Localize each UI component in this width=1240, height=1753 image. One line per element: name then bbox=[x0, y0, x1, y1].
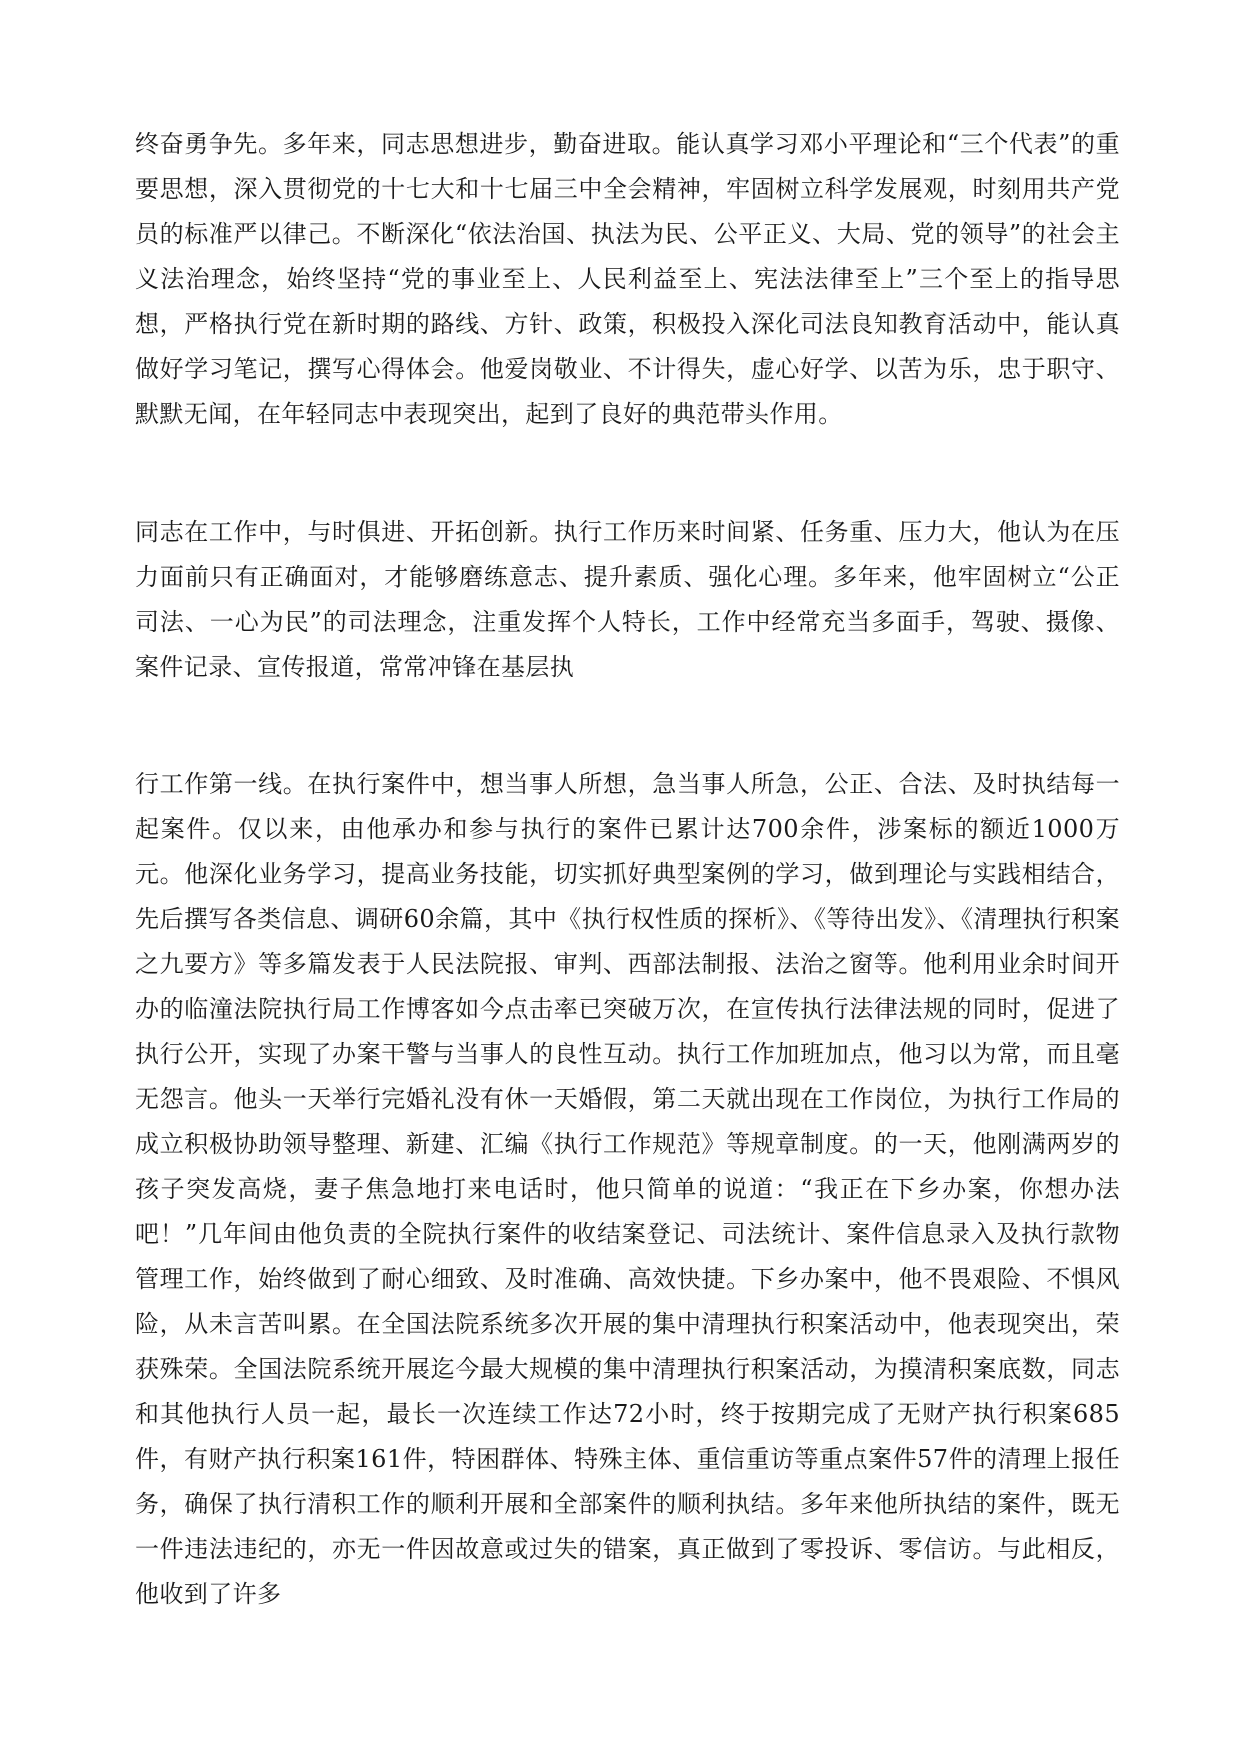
paragraph-2: 同志在工作中，与时俱进、开拓创新。执行工作历来时间紧、任务重、压力大，他认为在压力面前只有正确面对，才能够磨练意志、提升素质、强化心理。多年来，他牢固树立“公正司法、一心为民”的司法理念，注重发挥个人特长，工作中经常充当多面手，驾驶、摄像、案件记录、宣传报道，常常冲锋在基层执 bbox=[135, 518, 1120, 681]
paragraph-1: 终奋勇争先。多年来，同志思想进步，勤奋进取。能认真学习邓小平理论和“三个代表”的重要思想，深入贯彻党的十七大和十七届三中全会精神，牢固树立科学发展观，时刻用共产党员的标准严以律己。不断深化“依法治国、执法为民、公平正义、大局、党的领导”的社会主义法治理念，始终坚持“党的事业至上、人民利益至上、宪法法律至上”三个至上的指导思想，严格执行党在新时期的路线、方针、政策，积极投入深化司法良知教育活动中，能认真做好学习笔记，撰写心得体会。他爱岗敬业、不计得失，虚心好学、以苦为乐，忠于职守、默默无闻，在年轻同志中表现突出，起到了良好的典范带头作用。 bbox=[135, 130, 1120, 428]
paragraph-3: 行工作第一线。在执行案件中，想当事人所想，急当事人所急，公正、合法、及时执结每一起案件。仅以来，由他承办和参与执行的案件已累计达700余件，涉案标的额近1000万元。他深化业务学习，提高业务技能，切实抓好典型案例的学习，做到理论与实践相结合，先后撰写各类信息、调研60余篇，其中《执行权性质的探析》、《等待出发》、《清理执行积案之九要方》等多篇发表于人民法院报、审判、西部法制报、法治之窗等。他利用业余时间开办的临潼法院执行局工作博客如今点击率已突破万次，在宣传执行法律法规的同时，促进了执行公开，实现了办案干警与当事人的良性互动。执行工作加班加点，他习以为常，而且毫无怨言。他头一天举行完婚礼没有休一天婚假，第二天就出现在工作岗位，为执行工作局的成立积极协助领导整理、新建、汇编《执行工作规范》等规章制度。的一天，他刚满两岁的孩子突发高烧，妻子焦急地打来电话时，他只简单的说道：“我正在下乡办案，你想办法吧！”几年间由他负责的全院执行案件的收结案登记、司法统计、案件信息录入及执行款物管理工作，始终做到了耐心细致、及时准确、高效快捷。下乡办案中，他不畏艰险、不惧风险，从未言苦叫累。在全国法院系统多次开展的集中清理执行积案活动中，他表现突出，荣获殊荣。全国法院系统开展迄今最大规模的集中清理执行积案活动，为摸清积案底数，同志和其他执行人员一起，最长一次连续工作达72小时，终于按期完成了无财产执行积案685件，有财产执行积案161件，特困群体、特殊主体、重信重访等重点案件57件的清理上报任务，确保了执行清积工作的顺利开展和全部案件的顺利执结。多年来他所执结的案件，既无一件违法违纪的，亦无一件因故意或过失的错案，真正做到了零投诉、零信访。与此相反，他收到了许多 bbox=[135, 770, 1120, 1608]
